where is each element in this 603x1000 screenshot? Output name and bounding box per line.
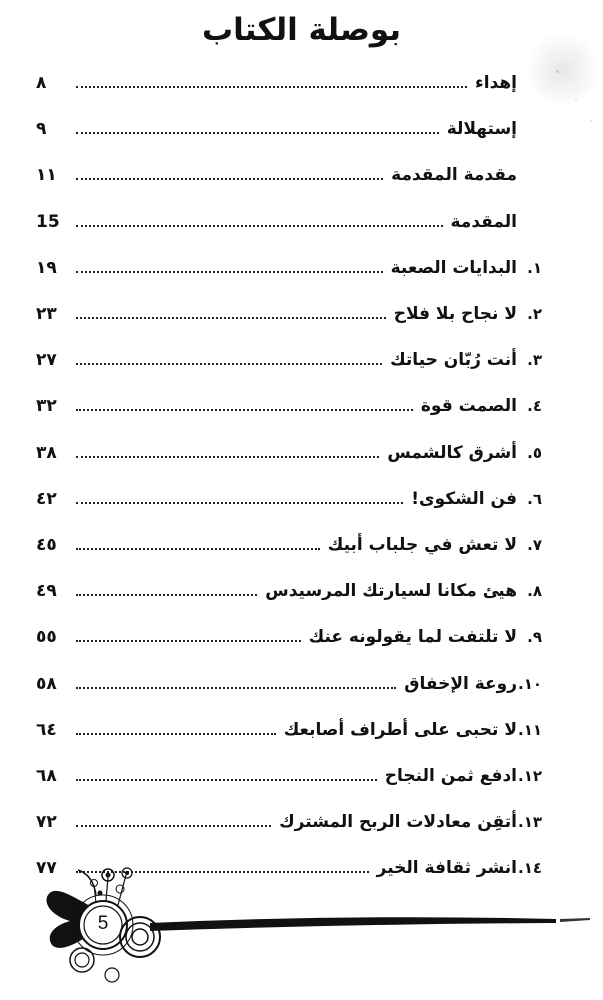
toc-item-page: 15 <box>36 211 60 232</box>
toc-item-number: ١. <box>527 258 542 277</box>
toc-item-number: ٤. <box>527 397 542 416</box>
leader-dots <box>76 779 377 781</box>
leader-dots <box>76 409 413 411</box>
leader-dots <box>76 363 382 365</box>
toc-item-page: ٥٥ <box>36 627 57 648</box>
toc-item-title: روعة الإخفاق <box>404 673 517 694</box>
toc-row <box>36 476 542 522</box>
brush-stroke-line <box>150 917 556 931</box>
toc-item-title: هيئ مكانا لسيارتك المرسيدس <box>265 581 517 602</box>
leader-dots <box>76 225 443 227</box>
toc-row <box>36 291 542 337</box>
leader-dots <box>76 86 467 88</box>
leader-dots <box>76 271 383 273</box>
toc-item-page: ٢٣ <box>36 304 57 325</box>
page-title: بوصلة الكتاب <box>201 12 402 48</box>
toc-item-title: لا تعش في جلباب أبيك <box>327 534 517 555</box>
toc-row <box>36 199 542 245</box>
dot-circle-icon <box>98 891 103 896</box>
toc-item-number: ٨. <box>527 582 542 601</box>
toc-item-title: لا تحبى على أطراف أصابعك <box>283 719 517 740</box>
toc-item-number: ٧. <box>527 535 542 554</box>
antenna-icon <box>78 870 96 895</box>
dot-circle-icon <box>125 871 129 875</box>
leader-dots <box>76 317 386 319</box>
toc-item-number: ١١. <box>517 720 542 739</box>
toc-row <box>36 522 542 568</box>
toc-item-title: البدايات الصعبة <box>390 257 517 278</box>
toc-row <box>36 660 542 706</box>
leader-dots <box>76 178 383 180</box>
toc-row <box>36 337 542 383</box>
toc-item-title: أشرق كالشمس <box>387 442 517 463</box>
toc-item-page: ٧٢ <box>36 812 57 833</box>
toc-item-title: لا تلتفت لما يقولونه عنك <box>308 627 517 648</box>
toc-item-title: أتقِن معادلات الربح المشترك <box>279 812 517 833</box>
toc-item-title: أنت رُبّان حياتك <box>390 350 517 371</box>
ring-icon <box>75 953 89 967</box>
toc-row <box>36 383 542 429</box>
toc-item-number: ١٤. <box>517 859 542 878</box>
leader-dots <box>76 825 271 827</box>
ring-icon <box>105 968 119 982</box>
toc-row <box>36 753 542 799</box>
toc-item-title: انشر ثقافة الخير <box>376 858 517 879</box>
toc-item-page: ٣٢ <box>36 396 57 417</box>
toc-item-page: ٤٥ <box>36 534 57 555</box>
leader-dots <box>76 594 257 596</box>
leader-dots <box>76 132 439 134</box>
toc-row <box>36 707 542 753</box>
toc-item-page: ٥٨ <box>36 673 57 694</box>
ring-icon <box>132 929 148 945</box>
toc-item-page: ١٩ <box>36 257 57 278</box>
table-of-contents <box>36 60 542 891</box>
scan-speck <box>556 70 559 73</box>
toc-item-title: ادفع ثمن النجاح <box>384 765 517 786</box>
toc-row <box>36 568 542 614</box>
toc-item-page: ٢٧ <box>36 350 57 371</box>
toc-item-page: ١١ <box>36 165 57 186</box>
toc-item-title: إستهلالة <box>446 119 517 140</box>
toc-item-number: ١٠. <box>517 674 542 693</box>
leader-dots <box>76 687 396 689</box>
toc-item-page: ٦٤ <box>36 719 57 740</box>
toc-row <box>36 614 542 660</box>
toc-row <box>36 430 542 476</box>
leader-dots <box>76 548 320 550</box>
scan-speck <box>590 120 592 122</box>
page-number: 5 <box>97 913 109 934</box>
toc-item-number: ٢. <box>527 305 542 324</box>
toc-row <box>36 799 542 845</box>
toc-item-number: ٩. <box>527 628 542 647</box>
toc-item-page: ٧٧ <box>36 858 57 879</box>
toc-item-page: ٩ <box>36 119 47 140</box>
toc-row <box>36 245 542 291</box>
toc-item-number: ٦. <box>527 489 542 508</box>
toc-item-number: ١٢. <box>517 766 542 785</box>
toc-item-number: ٥. <box>527 443 542 462</box>
scan-speck <box>575 98 577 100</box>
toc-item-title: الصمت قوة <box>420 396 517 417</box>
toc-item-title: لا نجاح بلا فلاح <box>393 304 517 325</box>
toc-item-page: ٦٨ <box>36 765 57 786</box>
toc-item-number: ٣. <box>527 351 542 370</box>
toc-item-title: فن الشكوى! <box>411 488 517 509</box>
leader-dots <box>76 640 301 642</box>
toc-item-page: ٤٩ <box>36 581 57 602</box>
toc-item-title: المقدمة <box>450 211 517 232</box>
leader-dots <box>76 456 379 458</box>
dot-circle-icon <box>106 873 111 878</box>
toc-row <box>36 60 542 106</box>
toc-item-page: ٤٢ <box>36 488 57 509</box>
toc-item-page: ٨ <box>36 73 47 94</box>
leader-dots <box>76 733 276 735</box>
ring-icon <box>70 948 94 972</box>
stem-line <box>118 875 126 905</box>
toc-item-title: مقدمة المقدمة <box>391 165 517 186</box>
toc-item-title: إهداء <box>475 73 517 94</box>
toc-row <box>36 106 542 152</box>
leader-dots <box>76 502 403 504</box>
toc-row <box>36 152 542 198</box>
toc-item-page: ٣٨ <box>36 442 57 463</box>
toc-item-number: ١٣. <box>517 813 542 832</box>
brush-stroke-tail <box>560 918 590 922</box>
